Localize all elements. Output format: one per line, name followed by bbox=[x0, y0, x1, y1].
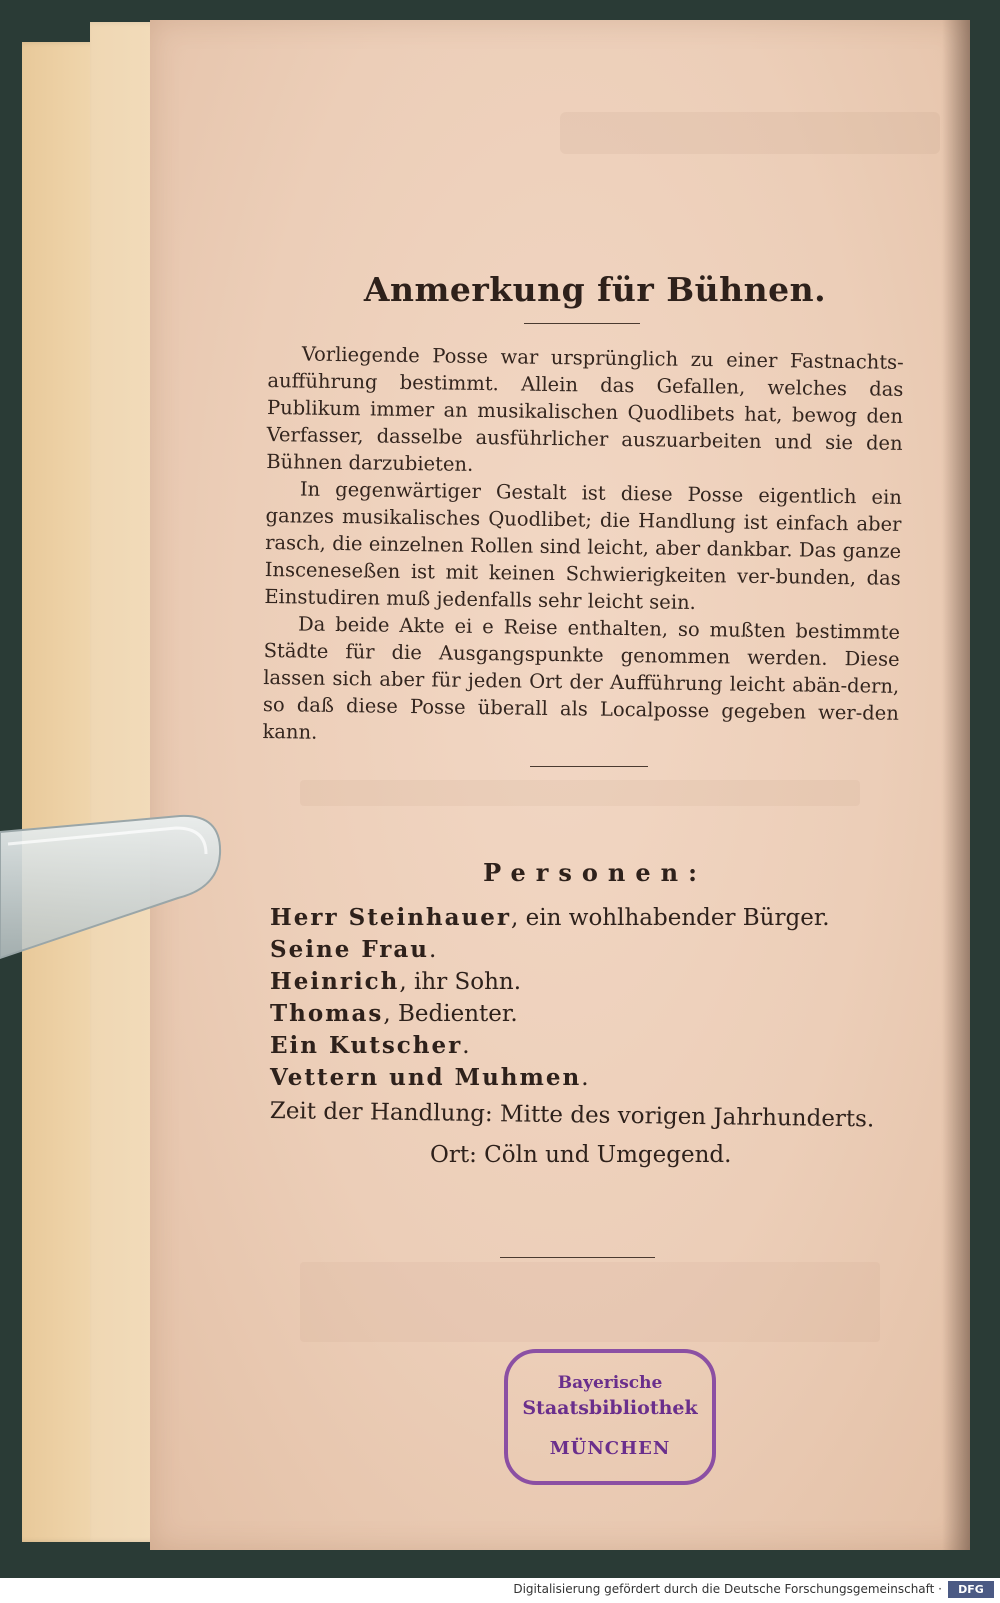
stamp-line-1: Bayerische bbox=[557, 1373, 663, 1393]
note-paragraph: Da beide Akte ei e Reise enthalten, so mußten bestimmte Städte für die Ausgangspunkte genommen werden. Diese lassen sich aber für jeden Ort der Aufführung leicht abän-dern, so daß diese Posse überall als Localposse gegeben wer-den kann. bbox=[262, 612, 901, 744]
cast-list bbox=[270, 902, 900, 1094]
page-gutter-shadow bbox=[942, 20, 970, 1550]
persons-heading: Personen: bbox=[483, 858, 707, 887]
cast-entry bbox=[270, 1030, 900, 1062]
cast-role: , ihr Sohn. bbox=[399, 969, 522, 995]
footer-credit: Digitalisierung gefördert durch die Deutsche Forschungsgemeinschaft · bbox=[513, 1582, 942, 1596]
note-paragraph: In gegenwärtiger Gestalt ist diese Posse eigentlich ein ganzes musikalisches Quodlibet; die Handlung ist einfach aber rasch, die einzelnen Rollen sind leicht, aber dankbar. Das ganze Insceneseßen ist mit keinen Schwierigkeiten ver-bunden, das Einstudiren muß jedenfalls sehr leicht sein. bbox=[264, 477, 903, 614]
stamp-line-3: MÜNCHEN bbox=[549, 1438, 671, 1459]
cast-role: , ein wohlhabender Bürger. bbox=[511, 905, 830, 931]
footer-bar bbox=[0, 1578, 1000, 1603]
cast-role: . bbox=[462, 1033, 470, 1059]
clip-body bbox=[0, 816, 220, 958]
cast-name: Vettern und Muhmen bbox=[270, 1064, 582, 1091]
ghost-title-bleed bbox=[560, 112, 940, 154]
cast-name: Seine Frau bbox=[270, 936, 430, 963]
stage-note bbox=[262, 340, 904, 754]
cast-name: Thomas bbox=[270, 1000, 384, 1027]
cast-name: Herr Steinhauer bbox=[270, 904, 512, 931]
cast-role: . bbox=[581, 1065, 589, 1091]
page-clip bbox=[0, 810, 230, 970]
heading-rule bbox=[524, 323, 640, 324]
ghost-text-bleed bbox=[300, 780, 860, 806]
library-stamp bbox=[503, 1348, 717, 1486]
page-heading: Anmerkung für Bühnen. bbox=[363, 270, 827, 309]
cast-name: Ein Kutscher bbox=[270, 1032, 463, 1059]
ghost-text-bleed bbox=[300, 1262, 880, 1342]
place-of-action: Ort: Cöln und Umgegend. bbox=[430, 1142, 732, 1168]
cast-entry bbox=[270, 902, 900, 934]
cast-role: , Bedienter. bbox=[383, 1001, 518, 1027]
cast-entry bbox=[270, 998, 900, 1030]
note-paragraph: Vorliegende Posse war ursprünglich zu einer Fastnachts-aufführung bestimmt. Allein das Gefallen, welches das Publikum immer an musikalischen Quodlibets hat, bewog den Verfasser, dasselbe ausführlicher auszuarbeiten und sie den Bühnen darzubieten. bbox=[266, 342, 904, 476]
cast-entry bbox=[270, 1062, 900, 1094]
cast-name: Heinrich bbox=[270, 968, 400, 995]
stamp-line-2: Staatsbibliothek bbox=[522, 1397, 698, 1419]
closing-rule bbox=[500, 1257, 655, 1258]
time-of-action: Zeit der Handlung: Mitte des vorigen Jahrhunderts. bbox=[269, 1098, 875, 1133]
cast-entry bbox=[270, 934, 900, 966]
cast-entry bbox=[270, 966, 900, 998]
section-rule bbox=[530, 766, 648, 767]
cast-role: . bbox=[429, 937, 437, 963]
dfg-logo: DFG bbox=[948, 1581, 994, 1598]
